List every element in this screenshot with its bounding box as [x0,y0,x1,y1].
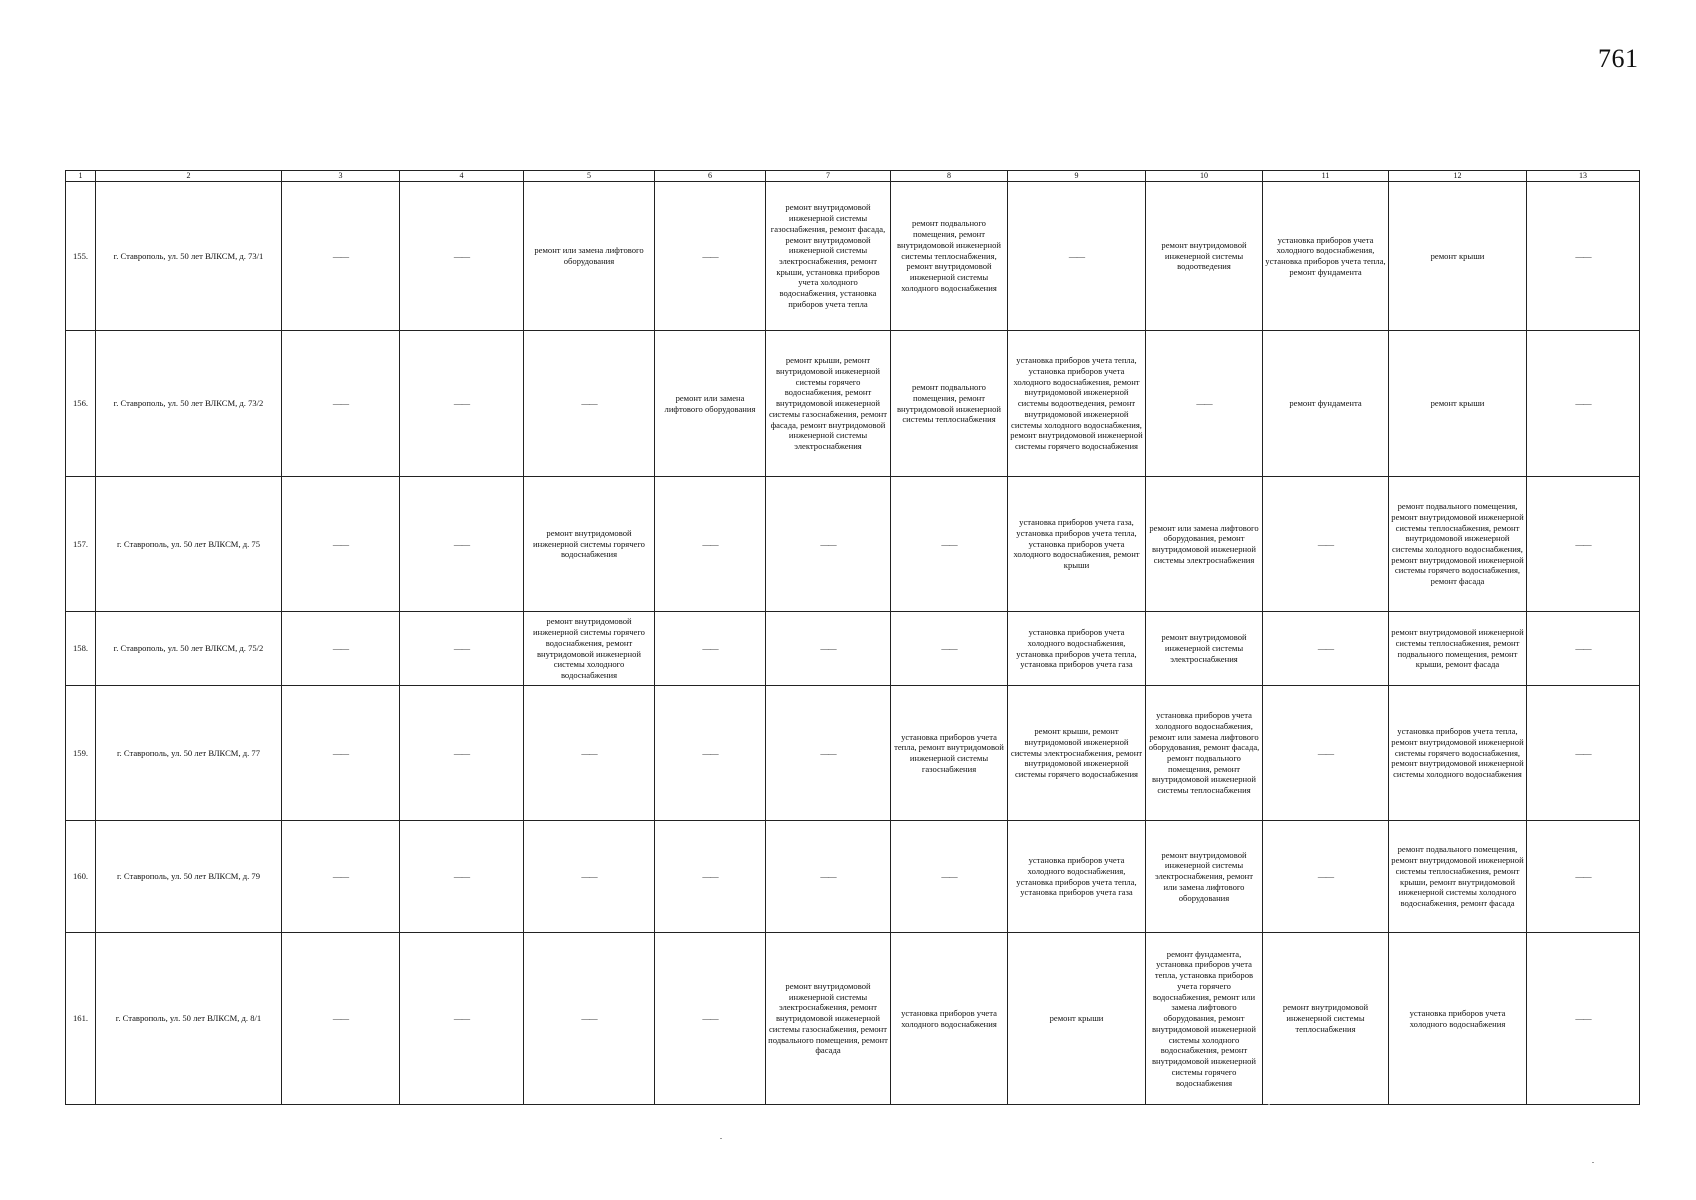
column-number-row [66,171,1640,182]
table-cell: ремонт фундамента [1263,331,1389,477]
table-cell: ремонт крыши, ремонт внутридомовой инженерной системы электроснабжения, ремонт внутридомовой инженерной системы горячего водоснабжения [1008,686,1146,821]
table-cell: ремонт крыши, ремонт внутридомовой инженерной системы горячего водоснабжения, ремонт внутридомовой инженерной системы газоснабжения, ремонт фасада, ремонт внутридомовой инженерной системы электроснабжения [766,331,891,477]
table-cell: ремонт крыши [1389,182,1527,331]
address-cell: г. Ставрополь, ул. 50 лет ВЛКСМ, д. 75/2 [96,612,282,686]
table-cell: ремонт внутридомовой инженерной системы горячего водоснабжения [524,477,655,612]
table-cell: —— [282,182,400,331]
address-cell: г. Ставрополь, ул. 50 лет ВЛКСМ, д. 77 [96,686,282,821]
table-cell: ремонт подвального помещения, ремонт внутридомовой инженерной системы теплоснабжения, ремонт внутридомовой инженерной системы холодного водоснабжения, ремонт внутридомовой инженерной системы горячего водоснабжения, ремонт фасада [1389,477,1527,612]
table-cell: —— [400,612,524,686]
table-cell: установка приборов учета холодного водоснабжения, установка приборов учета тепла, установка приборов учета газа [1008,821,1146,933]
table-cell: ремонт или замена лифтового оборудования [524,182,655,331]
table-cell: —— [655,612,766,686]
table-cell: —— [766,612,891,686]
repair-schedule-table [65,170,1640,1105]
table-row [66,821,1640,933]
table-cell: установка приборов учета холодного водоснабжения [891,933,1008,1105]
row-number: 156. [66,331,96,477]
table-cell: установка приборов учета тепла, установка приборов учета холодного водоснабжения, ремонт внутридомовой инженерной системы водоотведения, ремонт внутридомовой инженерной системы холодного водоснабжения, ремонт внутридомовой инженерной системы горячего водоснабжения [1008,331,1146,477]
table-cell: —— [891,477,1008,612]
column-number-header: 12 [1389,171,1527,182]
table-cell: —— [766,477,891,612]
row-number: 159. [66,686,96,821]
table-cell: —— [655,477,766,612]
table-cell: —— [1527,331,1640,477]
table-cell: установка приборов учета холодного водоснабжения [1389,933,1527,1105]
column-number-header: 2 [96,171,282,182]
table-row [66,612,1640,686]
table-cell: —— [1146,331,1263,477]
table-cell: установка приборов учета холодного водоснабжения, ремонт или замена лифтового оборудования, ремонт фасада, ремонт подвального помещения, ремонт внутридомовой инженерной системы теплоснабжения [1146,686,1263,821]
table-cell: —— [1263,612,1389,686]
table-cell: —— [1527,933,1640,1105]
column-number-header: 4 [400,171,524,182]
table-cell: —— [400,686,524,821]
table-cell: —— [400,477,524,612]
scan-speck [1592,1162,1594,1163]
column-number-header: 13 [1527,171,1640,182]
column-number-header: 9 [1008,171,1146,182]
table-cell: ремонт внутридомовой инженерной системы теплоснабжения [1263,933,1389,1105]
column-number-header: 6 [655,171,766,182]
table-cell: ремонт подвального помещения, ремонт внутридомовой инженерной системы теплоснабжения [891,331,1008,477]
table-row [66,933,1640,1105]
table-cell: —— [524,821,655,933]
table-cell: ремонт подвального помещения, ремонт внутридомовой инженерной системы теплоснабжения, ремонт крыши, ремонт внутридомовой инженерной системы холодного водоснабжения, ремонт фасада [1389,821,1527,933]
table-cell: установка приборов учета тепла, ремонт внутридомовой инженерной системы горячего водоснабжения, ремонт внутридомовой инженерной системы холодного водоснабжения [1389,686,1527,821]
column-number-header: 10 [1146,171,1263,182]
table-row [66,331,1640,477]
table-cell: установка приборов учета холодного водоснабжения, установка приборов учета тепла, ремонт фундамента [1263,182,1389,331]
table-cell: ремонт внутридомовой инженерной системы горячего водоснабжения, ремонт внутридомовой инженерной системы холодного водоснабжения [524,612,655,686]
address-cell: г. Ставрополь, ул. 50 лет ВЛКСМ, д. 75 [96,477,282,612]
table-cell: —— [1527,821,1640,933]
table-cell: —— [282,933,400,1105]
column-number-header: 7 [766,171,891,182]
table-cell: —— [1527,182,1640,331]
column-number-header: 3 [282,171,400,182]
table-cell: ремонт внутридомовой инженерной системы теплоснабжения, ремонт подвального помещения, ремонт крыши, ремонт фасада [1389,612,1527,686]
table-cell: —— [400,821,524,933]
table-cell: —— [1263,477,1389,612]
table-cell: —— [282,331,400,477]
table-cell: ремонт подвального помещения, ремонт внутридомовой инженерной системы теплоснабжения, ремонт внутридомовой инженерной системы холодного водоснабжения [891,182,1008,331]
table-cell: ремонт внутридомовой инженерной системы электроснабжения [1146,612,1263,686]
table-cell: —— [400,331,524,477]
table-cell: —— [655,933,766,1105]
row-number: 158. [66,612,96,686]
table-cell: ремонт фундамента, установка приборов учета тепла, установка приборов учета горячего водоснабжения, ремонт или замена лифтового оборудования, ремонт внутридомовой инженерной системы холодного водоснабжения, ремонт внутридомовой инженерной системы горячего водоснабжения [1146,933,1263,1105]
table-cell: —— [891,821,1008,933]
scan-speck [1268,1104,1270,1105]
row-number: 161. [66,933,96,1105]
table-cell: установка приборов учета холодного водоснабжения, установка приборов учета тепла, установка приборов учета газа [1008,612,1146,686]
address-cell: г. Ставрополь, ул. 50 лет ВЛКСМ, д. 79 [96,821,282,933]
scan-speck [720,1138,722,1139]
table-cell: —— [891,612,1008,686]
table-cell: —— [400,182,524,331]
table-cell: ремонт крыши [1008,933,1146,1105]
column-number-header: 11 [1263,171,1389,182]
table-cell: —— [1008,182,1146,331]
address-cell: г. Ставрополь, ул. 50 лет ВЛКСМ, д. 8/1 [96,933,282,1105]
table-cell: ремонт или замена лифтового оборудования, ремонт внутридомовой инженерной системы электроснабжения [1146,477,1263,612]
table-cell: ремонт крыши [1389,331,1527,477]
table-cell: —— [1527,686,1640,821]
table-cell: —— [400,933,524,1105]
table-cell: ремонт внутридомовой инженерной системы электроснабжения, ремонт внутридомовой инженерной системы газоснабжения, ремонт подвального помещения, ремонт фасада [766,933,891,1105]
table-cell: —— [655,821,766,933]
table-cell: —— [766,821,891,933]
row-number: 157. [66,477,96,612]
table-cell: —— [524,686,655,821]
table-cell: установка приборов учета тепла, ремонт внутридомовой инженерной системы газоснабжения [891,686,1008,821]
table-cell: —— [1263,821,1389,933]
table-cell: ремонт внутридомовой инженерной системы газоснабжения, ремонт фасада, ремонт внутридомовой инженерной системы электроснабжения, ремонт крыши, установка приборов учета холодного водоснабжения, установка приборов учета тепла [766,182,891,331]
table-cell: —— [655,182,766,331]
table-cell: —— [282,477,400,612]
table-cell: —— [282,686,400,821]
row-number: 155. [66,182,96,331]
column-number-header: 1 [66,171,96,182]
table-cell: —— [766,686,891,821]
address-cell: г. Ставрополь, ул. 50 лет ВЛКСМ, д. 73/1 [96,182,282,331]
table-row [66,182,1640,331]
table-row [66,477,1640,612]
table-cell: —— [524,331,655,477]
table-cell: —— [1527,612,1640,686]
table-cell: —— [1527,477,1640,612]
table-cell: —— [282,612,400,686]
table-cell: ремонт внутридомовой инженерной системы электроснабжения, ремонт или замена лифтового оборудования [1146,821,1263,933]
table-cell: —— [1263,686,1389,821]
table-cell: установка приборов учета газа, установка приборов учета тепла, установка приборов учета холодного водоснабжения, ремонт крыши [1008,477,1146,612]
page-number: 761 [1598,44,1639,73]
table-cell: —— [282,821,400,933]
row-number: 160. [66,821,96,933]
column-number-header: 5 [524,171,655,182]
table-cell: ремонт или замена лифтового оборудования [655,331,766,477]
table-cell: ремонт внутридомовой инженерной системы водоотведения [1146,182,1263,331]
table-cell: —— [524,933,655,1105]
table-cell: —— [655,686,766,821]
column-number-header: 8 [891,171,1008,182]
table-row [66,686,1640,821]
address-cell: г. Ставрополь, ул. 50 лет ВЛКСМ, д. 73/2 [96,331,282,477]
